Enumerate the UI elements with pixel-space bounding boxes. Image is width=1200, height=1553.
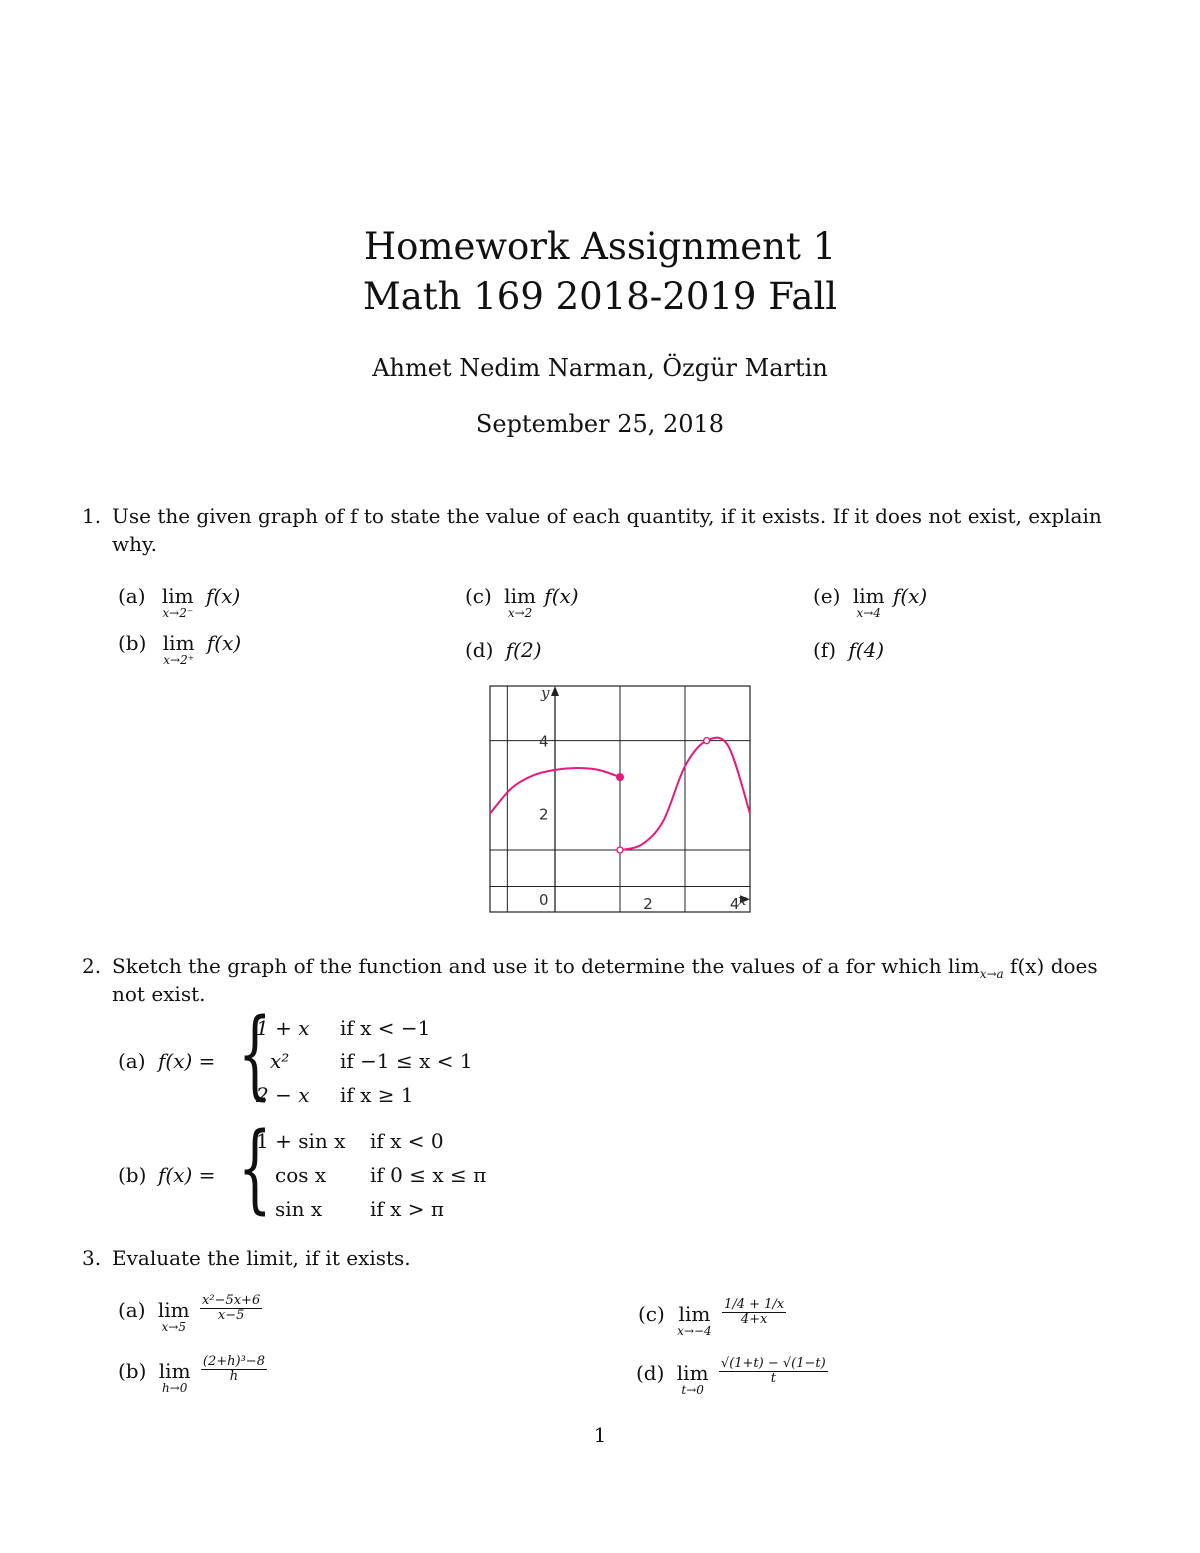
q2a-case2-expr: x²: [270, 1049, 290, 1073]
x-tick-label: 4: [729, 895, 740, 914]
y-axis-arrow: [551, 686, 559, 696]
open-endpoint: [617, 847, 623, 853]
x-tick-label: 2: [643, 895, 653, 914]
q2b-case3-cond: if x > π: [370, 1197, 445, 1221]
part-expression: f(x): [206, 631, 242, 655]
denominator: x−5: [217, 1308, 245, 1323]
page-number: 1: [593, 1423, 607, 1447]
part-label: (f): [813, 638, 837, 662]
y-tick-label: 2: [539, 805, 549, 824]
q2b-case3-expr: sin x: [275, 1197, 323, 1221]
title-line-1: Homework Assignment 1: [363, 225, 837, 268]
q1-text-line2: why.: [112, 532, 157, 556]
fraction: [201, 1355, 267, 1384]
q2a-case1-expr: 1 + x: [256, 1016, 310, 1040]
q2-text-line2: not exist.: [112, 982, 206, 1006]
q1-part-c: [465, 584, 579, 619]
numerator: √(1+t) − √(1−t): [720, 1356, 826, 1371]
graph-grid: [490, 686, 750, 912]
q2b-case2-expr: cos x: [275, 1163, 327, 1187]
part-label: (d): [636, 1361, 665, 1385]
q1-part-a: [118, 584, 240, 619]
origin-label: 0: [539, 891, 549, 910]
numerator: 1/4 + 1/x: [724, 1297, 785, 1312]
part-label: (a): [118, 584, 146, 608]
part-label: (e): [813, 584, 841, 608]
fraction: [200, 1294, 262, 1323]
x-axis-label: x: [738, 891, 747, 910]
lim-subscript: x→2: [507, 606, 533, 620]
part-label: (b): [118, 631, 147, 655]
lim-subscript: x→−4: [677, 1324, 712, 1338]
part-label: (d): [465, 638, 494, 662]
lim-subscript: x→4: [856, 606, 881, 620]
lim-operator: lim: [158, 1359, 191, 1383]
open-endpoint: [704, 738, 710, 744]
q1-text-line1: Use the given graph of f to state the value of each quantity, if it exists. If it does not exist, explain: [112, 504, 1102, 528]
y-tick-label: 4: [539, 732, 549, 751]
q2b-case2-cond: if 0 ≤ x ≤ π: [370, 1163, 487, 1187]
lim-operator: lim: [157, 1298, 190, 1322]
q1-part-e: [813, 584, 927, 619]
graph-points: [616, 738, 710, 853]
part-label: (c): [638, 1302, 665, 1326]
q3-part-a: [118, 1293, 262, 1334]
q3-number: 3.: [82, 1246, 102, 1270]
lim-operator: lim: [852, 584, 885, 608]
authors: Ahmet Nedim Narman, Özgür Martin: [372, 354, 828, 382]
denominator: h: [229, 1369, 239, 1384]
lim-subscript: h→0: [161, 1381, 188, 1395]
part-expression: f(2): [505, 638, 542, 662]
date: September 25, 2018: [475, 410, 725, 438]
denominator: t: [770, 1371, 776, 1386]
q1-part-f: [813, 638, 884, 662]
part-expression: f(x): [892, 584, 928, 608]
q2b-lhs: f(x) =: [158, 1163, 216, 1187]
filled-endpoint: [616, 773, 624, 781]
q2b-case1-expr: 1 + sin x: [256, 1129, 346, 1153]
lim-operator: lim: [162, 631, 195, 655]
fraction: [722, 1298, 786, 1327]
q3-text: Evaluate the limit, if it exists.: [112, 1246, 411, 1270]
fraction: [719, 1357, 828, 1386]
q2a-brace: {: [238, 998, 272, 1110]
part-label: (a): [118, 1298, 146, 1322]
part-label: (c): [465, 584, 492, 608]
q2-text-part2: f(x) does: [1003, 954, 1098, 978]
q2-text-line1: [112, 953, 1098, 988]
q3-part-b: [118, 1354, 267, 1395]
lim-operator: lim: [678, 1302, 711, 1326]
lim-operator: lim: [504, 584, 536, 608]
q2-text-part1: Sketch the graph of the function and use it to determine the values of a for which lim: [112, 954, 980, 978]
part-label: (b): [118, 1359, 147, 1383]
q1-part-b: [118, 631, 241, 666]
part-expression: f(x): [544, 584, 579, 608]
q2b-case1-cond: if x < 0: [370, 1129, 444, 1153]
part-expression: f(4): [848, 638, 885, 662]
q3-part-d: [636, 1356, 828, 1397]
denominator: 4+x: [740, 1312, 768, 1327]
q2-number: 2.: [82, 954, 102, 978]
lim-operator: lim: [676, 1361, 709, 1385]
lim-subscript: x→2⁺: [163, 653, 195, 667]
part-expression: f(x): [206, 584, 241, 608]
q1-number: 1.: [82, 504, 102, 528]
lim-subscript: x→2⁻: [162, 606, 194, 620]
lim-operator: lim: [161, 584, 194, 608]
q2a-lhs: f(x) =: [158, 1049, 216, 1073]
title-line-2: Math 169 2018-2019 Fall: [362, 275, 838, 318]
numerator: x²−5x+6: [202, 1293, 261, 1308]
q3-part-c: [638, 1297, 786, 1338]
q2b-label: (b): [118, 1163, 147, 1187]
q2a-case3-expr: 2 − x: [256, 1083, 310, 1107]
q2-lim-subscript: x→a: [979, 967, 1004, 981]
q2a-case2-cond: if −1 ≤ x < 1: [340, 1049, 473, 1073]
lim-subscript: t→0: [681, 1383, 704, 1397]
lim-subscript: x→5: [161, 1320, 186, 1334]
graph-axes: [551, 686, 750, 912]
q1-part-d: [465, 638, 542, 662]
q2b-brace: {: [238, 1112, 272, 1224]
q2a-case1-cond: if x < −1: [340, 1016, 431, 1040]
function-graph: [488, 684, 752, 914]
q2a-label: (a): [118, 1049, 146, 1073]
numerator: (2+h)³−8: [202, 1354, 265, 1369]
q2a-case3-cond: if x ≥ 1: [340, 1083, 414, 1107]
graph-ticks: [539, 684, 747, 913]
y-axis-label: y: [541, 684, 550, 702]
